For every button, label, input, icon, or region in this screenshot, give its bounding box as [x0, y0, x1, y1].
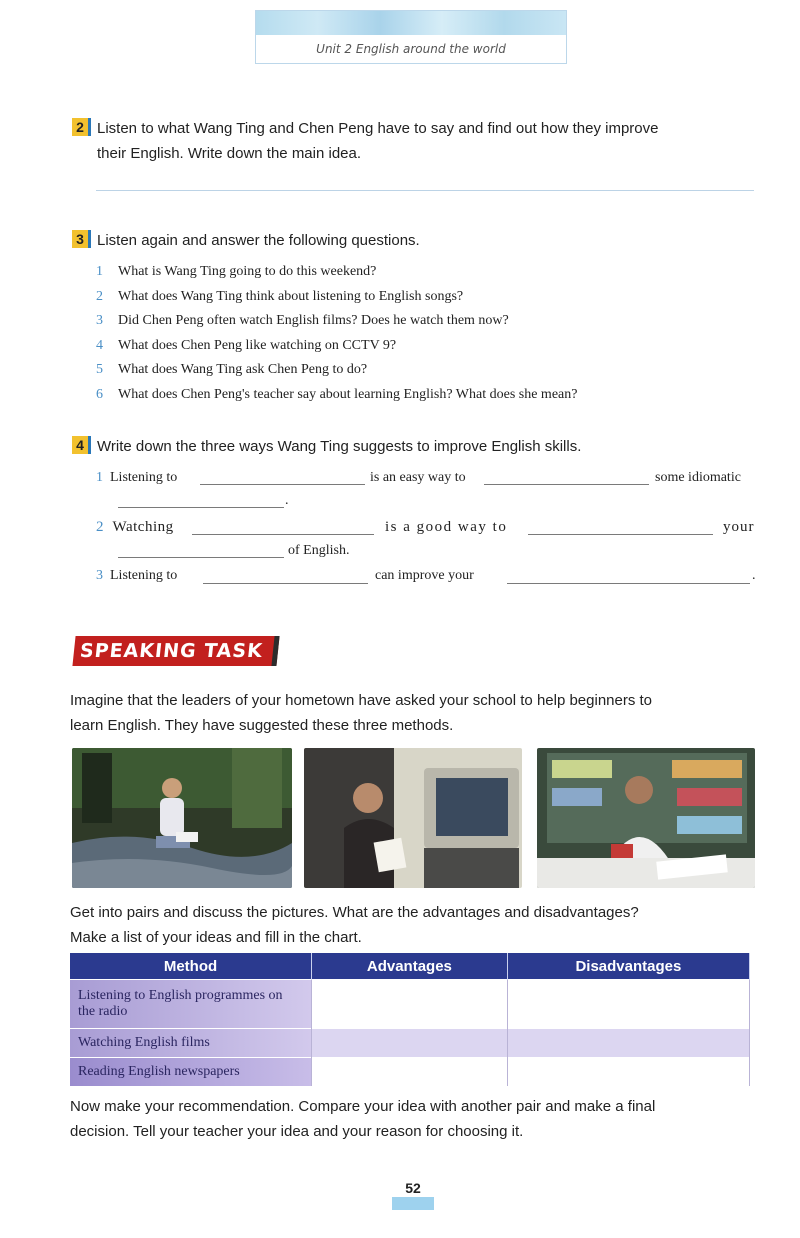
table-row	[70, 1029, 750, 1058]
exercise-2-line2: their English. Write down the main idea.	[97, 145, 362, 162]
exercise-4-instruction: Write down the three ways Wang Ting suggests to improve English skills.	[97, 438, 582, 455]
answer-line[interactable]	[96, 190, 754, 191]
column-header-method: Method	[70, 953, 312, 980]
exercise-2	[72, 116, 762, 166]
method-cell: Listening to English programmes on the radio	[70, 980, 312, 1029]
question-list	[96, 260, 756, 407]
advantages-cell[interactable]	[312, 980, 508, 1029]
list-item: 2 What does Wang Ting think about listening to English songs?	[96, 288, 464, 304]
disadvantages-cell[interactable]	[507, 1058, 749, 1087]
list-item: 3 Did Chen Peng often watch English films? Does he watch them now?	[96, 313, 509, 328]
exercise-number: 3	[72, 230, 91, 248]
blank-field[interactable]	[118, 557, 284, 558]
table-row	[70, 980, 750, 1029]
blank-field[interactable]	[203, 583, 368, 584]
fill-item-3: 3 Listening to	[96, 568, 178, 583]
blank-field[interactable]	[507, 583, 750, 584]
unit-title: Unit 2 English around the world	[316, 42, 506, 56]
fill-text: some idiomatic	[655, 470, 741, 485]
exercise-2-line1: Listen to what Wang Ting and Chen Peng have to say and find out how they improve	[97, 120, 659, 137]
advantages-cell[interactable]	[312, 1058, 508, 1087]
photo-watching-films	[304, 748, 522, 888]
blank-field[interactable]	[200, 484, 365, 485]
list-item: 4 What does Chen Peng like watching on CCTV 9?	[96, 337, 397, 353]
fill-text: .	[285, 493, 289, 508]
fill-item-2: 2 Watching	[96, 519, 174, 535]
blank-field[interactable]	[192, 534, 374, 535]
blank-field[interactable]	[118, 507, 284, 508]
table-row	[70, 1058, 750, 1087]
exercise-3-instruction: Listen again and answer the following questions.	[97, 232, 420, 249]
speaking-intro: Imagine that the leaders of your hometown have asked your school to help beginners to learn English. They have suggested these three methods.	[70, 692, 653, 734]
list-item: 1 What is Wang Ting going to do this weekend?	[96, 264, 377, 279]
photo-radio-listening	[72, 748, 292, 888]
fill-text: .	[752, 568, 756, 583]
unit-banner	[255, 10, 567, 64]
blank-field[interactable]	[484, 484, 649, 485]
method-cell: Reading English newspapers	[70, 1058, 312, 1087]
methods-chart	[70, 953, 750, 1086]
exercise-number: 2	[72, 118, 91, 136]
speaking-discuss: Get into pairs and discuss the pictures. What are the advantages and disadvantages? Make a list of your ideas and fill in the chart.	[70, 904, 639, 946]
fill-text: your	[723, 519, 755, 535]
fill-item-1: 1 Listening to	[96, 470, 178, 485]
banner-strip	[256, 11, 566, 35]
exercise-4	[72, 434, 762, 459]
fill-text: can improve your	[375, 568, 474, 583]
fill-text: is a good way to	[385, 519, 508, 535]
blank-field[interactable]	[528, 534, 713, 535]
list-item: 6 What does Chen Peng's teacher say about learning English? What does she mean?	[96, 386, 578, 402]
exercise-3	[72, 228, 762, 253]
fill-text: is an easy way to	[370, 470, 466, 485]
fill-text: of English.	[288, 543, 350, 558]
disadvantages-cell[interactable]	[507, 980, 749, 1029]
speaking-closing: Now make your recommendation. Compare your idea with another pair and make a final decision. Tell your teacher your idea and your reason for choosing it.	[70, 1098, 656, 1140]
list-item: 5 What does Wang Ting ask Chen Peng to do?	[96, 362, 368, 377]
exercise-number: 4	[72, 436, 91, 454]
disadvantages-cell[interactable]	[507, 1029, 749, 1058]
page-number: 52	[392, 1178, 434, 1210]
photo-reading-newspapers	[537, 748, 755, 888]
column-header-disadvantages: Disadvantages	[507, 953, 749, 980]
method-cell: Watching English films	[70, 1029, 312, 1058]
speaking-task-heading: SPEAKING TASK	[72, 636, 279, 666]
column-header-advantages: Advantages	[312, 953, 508, 980]
advantages-cell[interactable]	[312, 1029, 508, 1058]
